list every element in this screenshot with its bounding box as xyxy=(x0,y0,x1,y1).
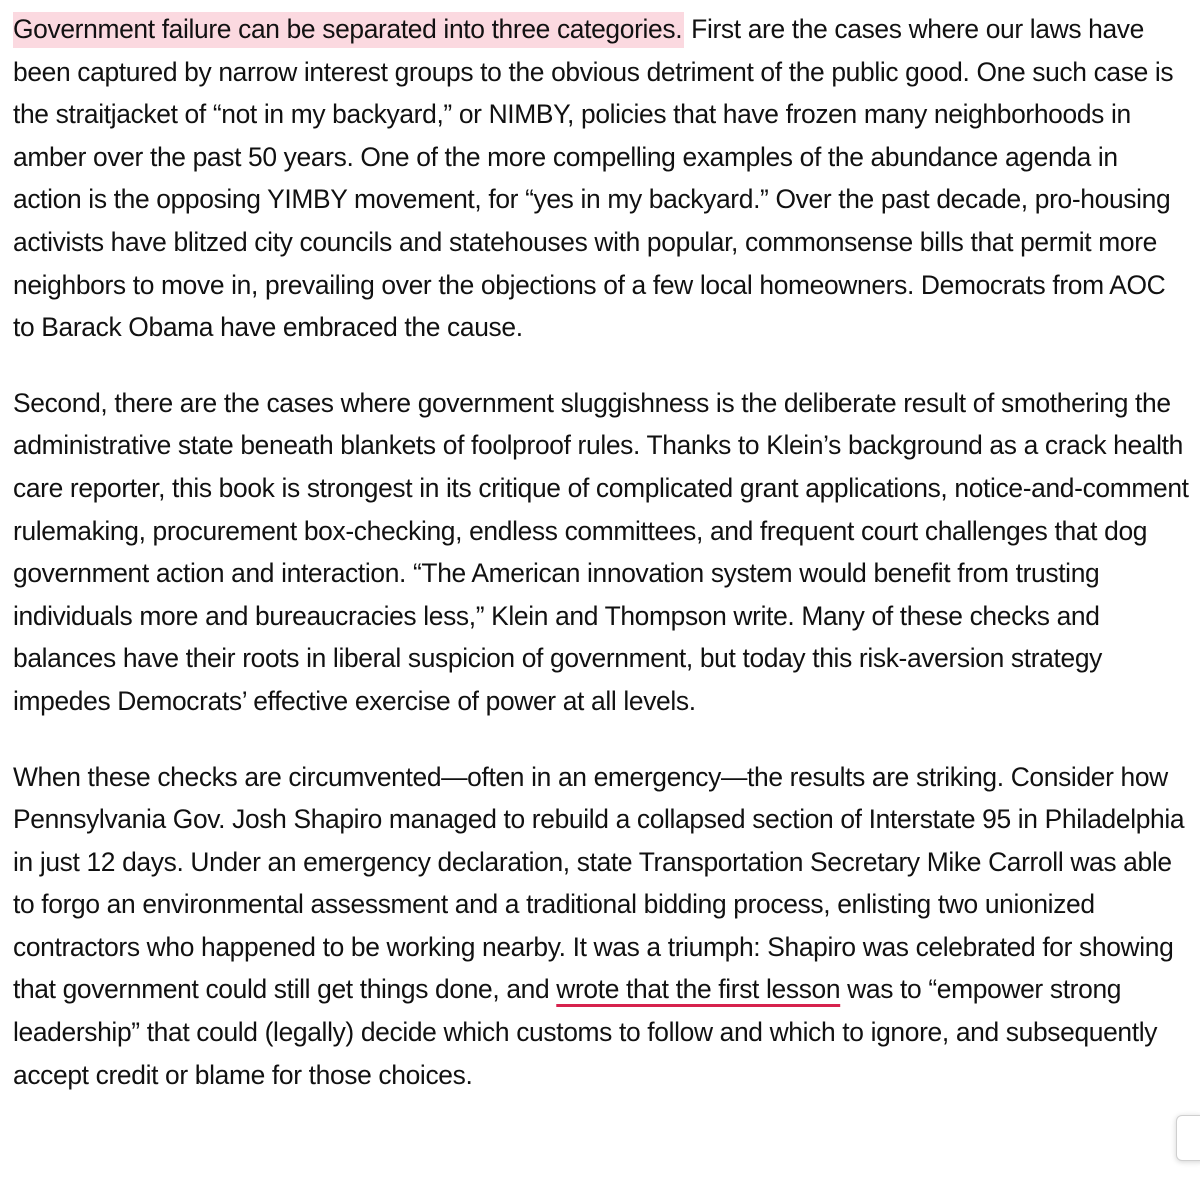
first-lesson-link[interactable]: wrote that the first lesson xyxy=(556,974,841,1005)
article-body xyxy=(13,8,1193,1129)
paragraph-circumvented-checks xyxy=(13,756,1193,1097)
highlighted-sentence[interactable]: Government failure can be separated into three categories. xyxy=(13,12,684,48)
paragraph-text: First are the cases where our laws have been captured by narrow interest groups to the obvious detriment of the public good. One such case is the straitjacket of “not in my backyard,” or NIMBY, policies that have frozen many neighborhoods in amber over the past 50 years. One of the more compelling examples of the abundance agenda in action is the opposing YIMBY movement, for “yes in my backyard.” Over the past decade, pro-housing activists have blitzed city councils and statehouses with popular, commonsense bills that permit more neighbors to move in, prevailing over the objections of a few local homeowners. Democrats from AOC to Barack Obama have embraced the cause. xyxy=(13,14,1174,343)
paragraph-government-failure xyxy=(13,8,1193,349)
paragraph-text: was to “empower strong leadership” that could (legally) decide which customs to follow and which to ignore, and subsequently accept credit or blame for those choices. xyxy=(13,974,1158,1090)
paragraph-administrative-state xyxy=(13,382,1193,723)
paragraph-text: Second, there are the cases where government sluggishness is the deliberate result of smothering the administrative state beneath blankets of foolproof rules. Thanks to Klein’s background as a crack health care reporter, this book is strongest in its critique of complicated grant applications, notice-and-comment rulemaking, procurement box-checking, endless committees, and frequent court challenges that dog government action and interaction. “The American innovation system would benefit from trusting individuals more and bureaucracies less,” Klein and Thompson write. Many of these checks and balances have their roots in liberal suspicion of government, but today this risk-aversion strategy impedes Democrats’ effective exercise of power at all levels. xyxy=(13,387,1189,716)
floating-widget-button[interactable] xyxy=(1176,1115,1200,1161)
paragraph-text: When these checks are circumvented—often in an emergency—the results are striking. Consider how Pennsylvania Gov. Josh Shapiro managed to rebuild a collapsed section of Interstate 95 in Philadelphia in just 12 days. Under an emergency declaration, state Transportation Secretary Mike Carroll was able to forgo an environmental assessment and a traditional bidding process, enlisting two unionized contractors who happened to be working nearby. It was a triumph: Shapiro was celebrated for showing that government could still get things done, and xyxy=(13,761,1185,1005)
